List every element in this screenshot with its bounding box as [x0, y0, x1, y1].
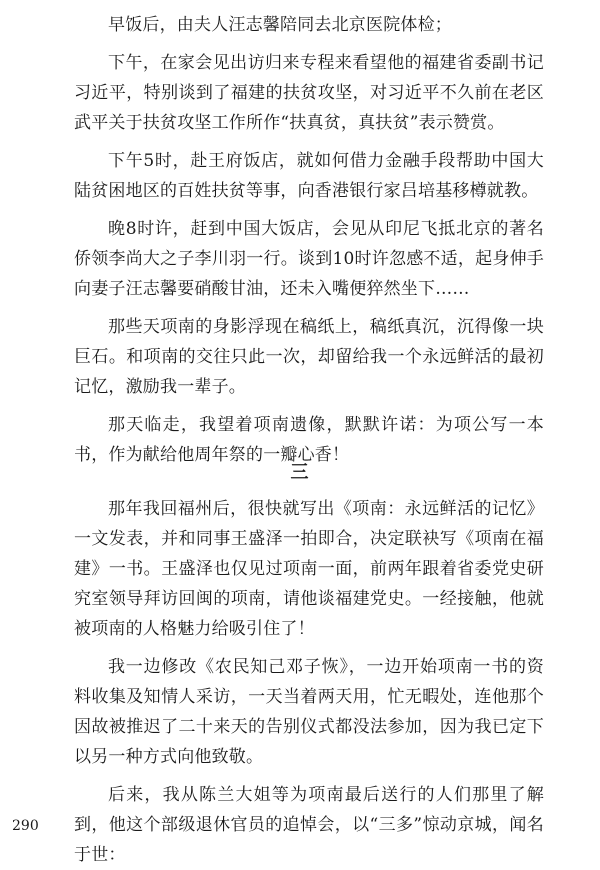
paragraph: 后来，我从陈兰大姐等为项南最后送行的人们那里了解到，他这个部级退休官员的追悼会，以“三多”惊动京城，闻名于世： [74, 785, 544, 865]
paragraph: 下午5时，赴王府饭店，就如何借力金融手段帮助中国大陆贫困地区的百姓扶贫等事，向香港银行家吕培基移樽就教。 [74, 151, 544, 201]
paragraph: 晚8时许，赶到中国大饭店，会见从印尼飞抵北京的著名侨领李尚大之子李川羽一行。谈到10时许忽感不适，起身伸手向妻子汪志馨要硝酸甘油，还未入嘴便猝然坐下…… [74, 219, 544, 299]
section-heading: 三 [290, 462, 310, 483]
paragraph: 早饭后，由夫人汪志馨陪同去北京医院体检； [108, 15, 452, 35]
paragraph: 那天临走，我望着项南遗像，默默许诺：为项公写一本书，作为献给他周年祭的一瓣心香！ [74, 415, 544, 465]
paragraph: 那些天项南的身影浮现在稿纸上，稿纸真沉，沉得像一块巨石。和项南的交往只此一次，却留给我一个永远鲜活的最初记忆，激励我一辈子。 [74, 317, 544, 397]
text-block-bottom [74, 494, 544, 870]
paragraph: 下午，在家会见出访归来专程来看望他的福建省委副书记习近平，特别谈到了福建的扶贫攻坚，对习近平不久前在老区武平关于扶贫攻坚工作所作“扶真贫，真扶贫”表示赞赏。 [74, 53, 544, 133]
page-number: 290 [12, 818, 39, 834]
text-block-top [74, 10, 544, 470]
paragraph: 我一边修改《农民知己邓子恢》，一边开始项南一书的资料收集及知情人采访，一天当着两天用，忙无暇处，连他那个因故被推迟了二十来天的告别仪式都没法参加，因为我已定下以另一种方式向他致敬。 [74, 657, 544, 767]
paragraph: 那年我回福州后，很快就写出《项南：永远鲜活的记忆》一文发表，并和同事王盛泽一拍即合，决定联袂写《项南在福建》一书。王盛泽也仅见过项南一面，前两年跟着省委党史研究室领导拜访回闽的项南，请他谈福建党史。一经接触，他就被项南的人格魅力给吸引住了！ [74, 499, 544, 639]
